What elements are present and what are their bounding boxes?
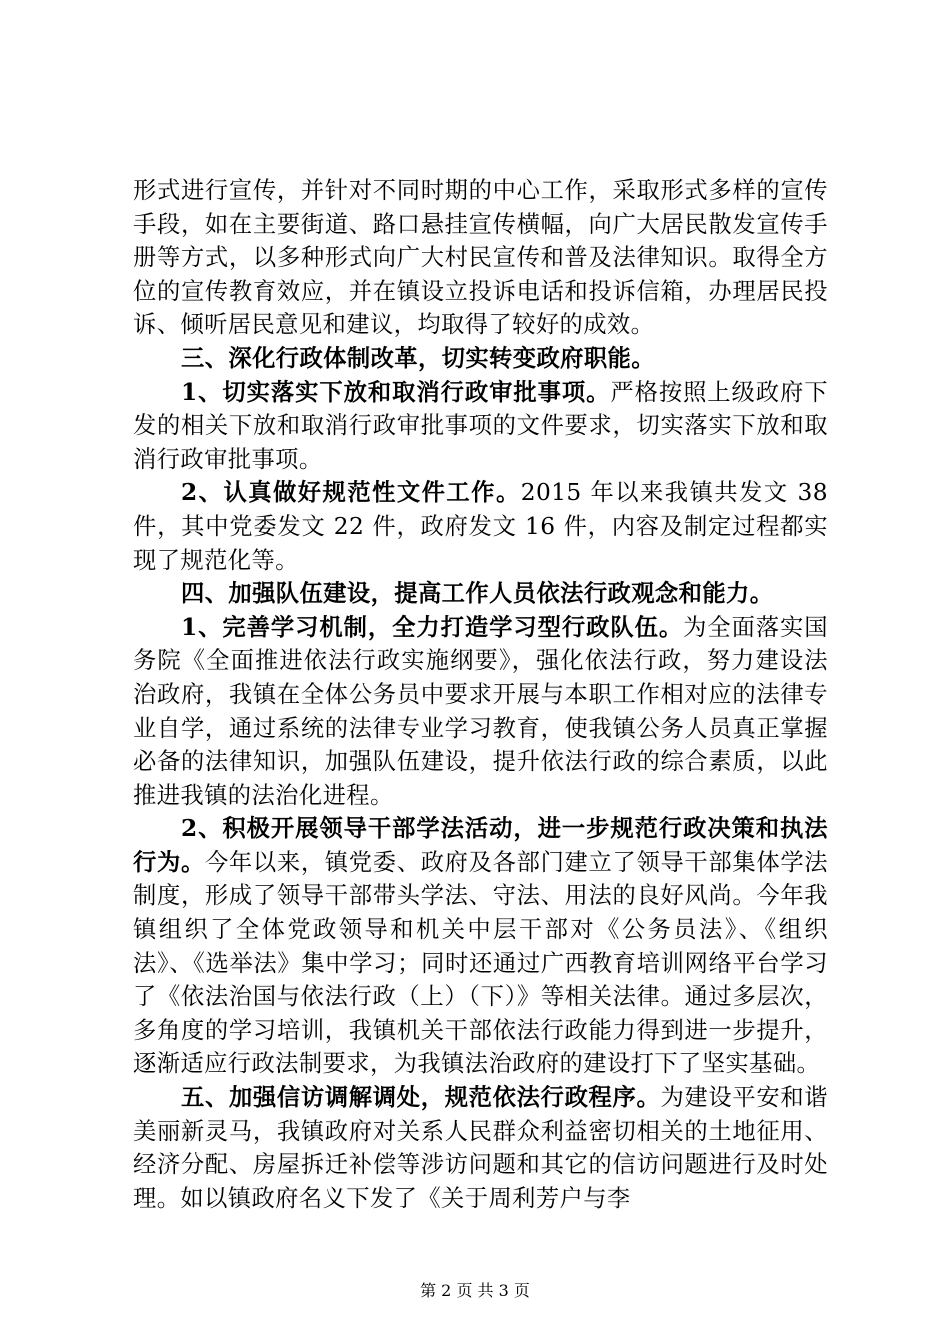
paragraph-item-4-2 <box>133 812 828 1081</box>
section-heading-three <box>133 342 828 376</box>
page-number-label: 第 2 页 共 3 页 <box>420 1281 530 1300</box>
heading-text: 四、加强队伍建设，提高工作人员依法行政观念和能力。 <box>181 580 774 608</box>
paragraph-item-3-2 <box>133 476 828 577</box>
page-footer <box>0 1278 950 1301</box>
paragraph-text: 2015 年以来我镇共发文 38 件，其中党委发文 22 件，政府发文 16 件，内容及制定过程都实现了规范化等。 <box>133 479 828 574</box>
paragraph-text: 为全面落实国务院《全面推进依法行政实施纲要》，强化依法行政，努力建设法治政府，我镇在全体公务员中要求开展与本职工作相对应的法律专业自学，通过系统的法律专业学习教育，使我镇公务人员真正掌握必备的法律知识，加强队伍建设，提升依法行政的综合素质，以此推进我镇的法治化进程。 <box>133 613 829 809</box>
paragraph-text: 严格按照上级政府下发的相关下放和取消行政审批事项的文件要求，切实落实下放和取消行政审批事项。 <box>133 378 828 473</box>
paragraph-lead: 1、完善学习机制，全力打造学习型行政队伍。 <box>181 613 684 641</box>
paragraph-lead: 2、认真做好规范性文件工作。 <box>181 479 521 507</box>
paragraph-text: 形式进行宣传，并针对不同时期的中心工作，采取形式多样的宣传手段，如在主要街道、路口悬挂宣传横幅，向广大居民散发宣传手册等方式，以多种形式向广大村民宣传和普及法律知识。取得全方位的宣传教育效应，并在镇设立投诉电话和投诉信箱，办理居民投诉、倾听居民意见和建议，均取得了较好的成效。 <box>133 177 828 339</box>
paragraph-continuation <box>133 174 828 342</box>
paragraph-lead: 五、加强信访调解调处，规范依法行政程序。 <box>181 1084 661 1112</box>
paragraph-text: 为建设平安和谐美丽新灵马，我镇政府对关系人民群众利益密切相关的土地征用、经济分配、房屋拆迁补偿等涉访问题和其它的信访问题进行及时处理。如以镇政府名义下发了《关于周利芳户与李 <box>133 1084 828 1212</box>
paragraph-item-3-1 <box>133 376 828 477</box>
paragraph-text: 今年以来，镇党委、政府及各部门建立了领导干部集体学法制度，形成了领导干部带头学法、守法、用法的良好风尚。今年我镇组织了全体党政领导和机关中层干部对《公务员法》、《组织法》、《选举法》集中学习；同时还通过广西教育培训网络平台学习了《依法治国与依法行政（上）（下）》等相关法律。通过多层次，多角度的学习培训，我镇机关干部依法行政能力得到进一步提升，逐渐适应行政法制要求，为我镇法治政府的建设打下了坚实基础。 <box>133 848 829 1078</box>
paragraph-lead: 1、切实落实下放和取消行政审批事项。 <box>181 378 611 406</box>
paragraph-lead: 2、积极开展领导干部学法活动，进一步规范行政决策和执法行为。 <box>133 815 828 876</box>
heading-text: 三、深化行政体制改革，切实转变政府职能。 <box>181 344 655 372</box>
paragraph-section-five <box>133 1081 828 1215</box>
section-heading-four <box>133 577 828 611</box>
document-body <box>133 174 828 1215</box>
paragraph-item-4-1 <box>133 611 828 813</box>
